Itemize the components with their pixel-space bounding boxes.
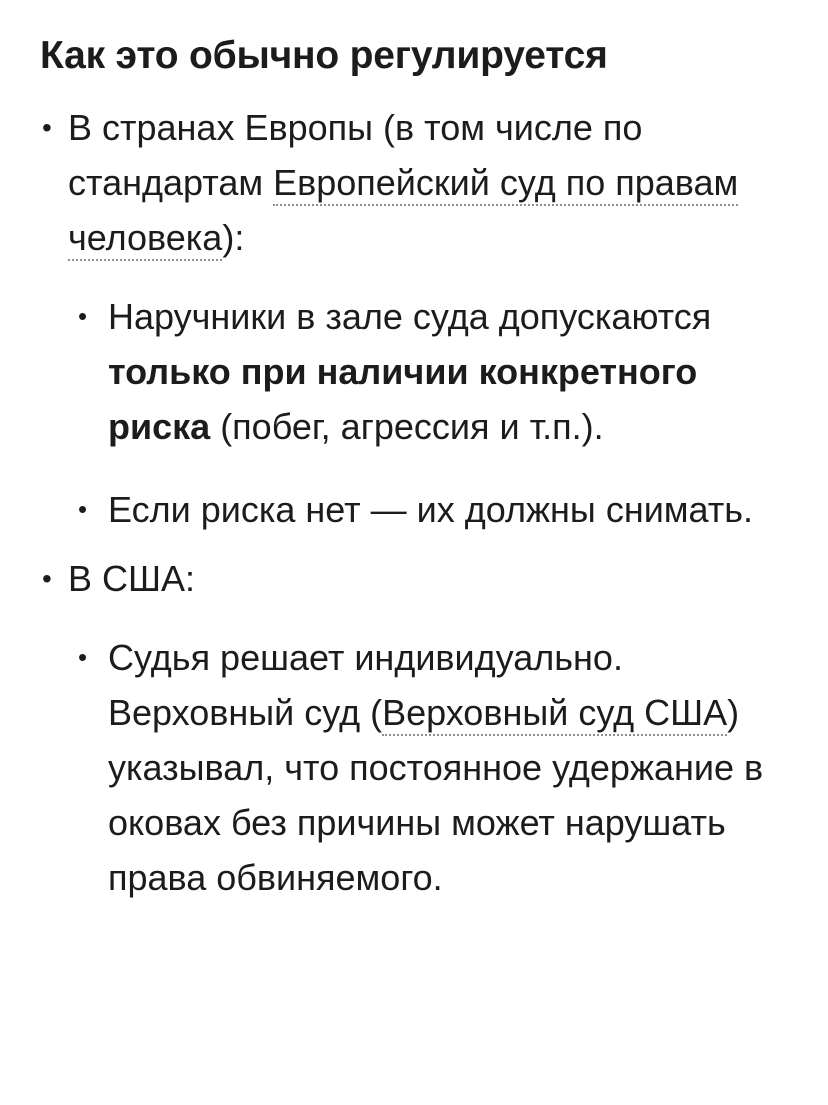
list-item-usa xyxy=(40,551,788,905)
handcuffs-text-pre: Наручники в зале суда допускаются xyxy=(108,296,712,337)
main-list xyxy=(40,100,788,905)
usa-label: В США: xyxy=(68,558,196,599)
handcuffs-text-bold: только при наличии конкретного риска xyxy=(108,351,698,447)
echr-link[interactable]: Европейский суд по правам человека xyxy=(68,162,738,261)
list-item-europe xyxy=(40,100,788,537)
handcuffs-text-post: (побег, агрессия и т.п.). xyxy=(210,406,604,447)
no-risk-text: Если риска нет — их должны снимать. xyxy=(108,489,754,530)
judge-text-post: ) указывал, что постоянное удержание в оковах без причины может нарушать права обвиняемого. xyxy=(108,692,764,898)
europe-text-post: ): xyxy=(222,217,245,258)
europe-subitem-handcuffs xyxy=(68,289,788,454)
europe-subitem-no-risk xyxy=(68,482,788,537)
usa-subitem-judge xyxy=(68,630,788,905)
us-supreme-court-link[interactable]: Верховный суд США xyxy=(382,692,727,736)
judge-text-pre: Судья решает индивидуально. Верховный суд ( xyxy=(108,637,623,733)
usa-sublist xyxy=(68,630,788,905)
section-heading: Как это обычно регулируется xyxy=(40,34,608,77)
europe-sublist xyxy=(68,289,788,537)
europe-text-pre: В странах Европы (в том числе по стандартам xyxy=(68,107,643,203)
